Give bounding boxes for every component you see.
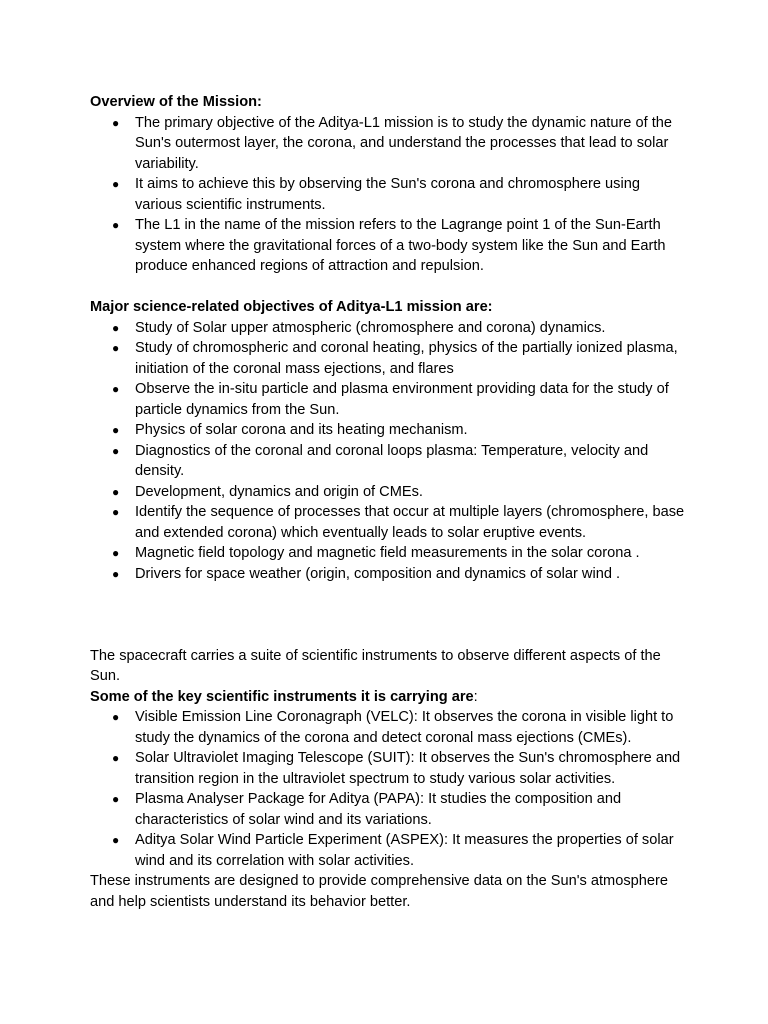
- bullet-icon: ●: [112, 443, 120, 458]
- list-item: [90, 543, 690, 564]
- list-item: [90, 379, 690, 420]
- list-item-text: Solar Ultraviolet Imaging Telescope (SUIT): It observes the Sun's chromosphere and transition region in the ultraviolet spectrum to study various solar activities.: [135, 750, 681, 787]
- instruments-closing: These instruments are designed to provide comprehensive data on the Sun's atmosphere and help scientists understand its behavior better.: [90, 873, 668, 910]
- spacer: [90, 584, 690, 646]
- instruments-heading: [90, 687, 690, 708]
- instruments-list: [90, 707, 690, 871]
- list-item-text: Magnetic field topology and magnetic field measurements in the solar corona .: [135, 545, 640, 561]
- document-page: [90, 92, 690, 912]
- instruments-heading-text: Some of the key scientific instruments it is carrying are: [90, 688, 474, 705]
- bullet-icon: ●: [112, 341, 120, 355]
- list-item: [90, 174, 690, 215]
- bullet-icon: ●: [112, 177, 120, 191]
- instruments-intro: The spacecraft carries a suite of scientific instruments to observe different aspects of the Sun.: [90, 647, 661, 684]
- list-item: [90, 748, 690, 789]
- list-item-text: Study of chromospheric and coronal heating, physics of the partially ionized plasma, initiation of the coronal mass ejections, and flares: [135, 340, 678, 377]
- list-item: [90, 318, 690, 339]
- list-item: [90, 707, 690, 748]
- bullet-icon: ●: [112, 115, 120, 130]
- bullet-icon: ●: [112, 833, 120, 847]
- list-item-text: The primary objective of the Aditya-L1 mission is to study the dynamic nature of the Sun's outermost layer, the corona, and understand the processes that lead to solar variability.: [135, 114, 672, 172]
- bullet-icon: ●: [112, 792, 120, 806]
- list-item: [90, 338, 690, 379]
- list-item: [90, 830, 690, 871]
- list-item-text: Plasma Analyser Package for Aditya (PAPA): It studies the composition and characteristics of solar wind and its variations.: [135, 791, 622, 828]
- instruments-heading-colon: :: [473, 688, 478, 705]
- list-item-text: It aims to achieve this by observing the Sun's corona and chromosphere using various scientific instruments.: [135, 176, 640, 213]
- list-item-text: Visible Emission Line Coronagraph (VELC): It observes the corona in visible light to study the dynamics of the corona and detect coronal mass ejections (CMEs).: [135, 709, 674, 746]
- list-item-text: Observe the in-situ particle and plasma environment providing data for the study of particle dynamics from the Sun.: [135, 381, 669, 418]
- list-item-text: Study of Solar upper atmospheric (chromosphere and corona) dynamics.: [135, 319, 606, 336]
- list-item: [90, 215, 690, 277]
- objectives-list: [90, 318, 690, 585]
- list-item-text: Drivers for space weather (origin, composition and dynamics of solar wind .: [135, 565, 621, 582]
- list-item-text: Identify the sequence of processes that occur at multiple layers (chromosphere, base and extended corona) which eventually leads to solar eruptive events.: [135, 504, 685, 541]
- list-item-text: Physics of solar corona and its heating mechanism.: [135, 422, 468, 438]
- list-item: [90, 441, 690, 482]
- list-item: [90, 502, 690, 543]
- objectives-heading: Major science-related objectives of Aditya-L1 mission are:: [90, 299, 493, 315]
- bullet-icon: ●: [112, 751, 120, 765]
- overview-list: [90, 113, 690, 277]
- list-item: [90, 564, 690, 585]
- bullet-icon: ●: [112, 320, 120, 335]
- bullet-icon: ●: [112, 505, 120, 519]
- list-item-text: Development, dynamics and origin of CMEs.: [135, 483, 423, 500]
- list-item: [90, 113, 690, 175]
- bullet-icon: ●: [112, 546, 120, 560]
- list-item-text: Diagnostics of the coronal and coronal loops plasma: Temperature, velocity and density.: [135, 442, 649, 479]
- overview-heading: Overview of the Mission:: [90, 94, 262, 110]
- bullet-icon: ●: [112, 382, 120, 396]
- list-item: [90, 789, 690, 830]
- bullet-icon: ●: [112, 484, 120, 499]
- list-item-text: Aditya Solar Wind Particle Experiment (ASPEX): It measures the properties of solar wind and its correlation with solar activities.: [135, 832, 674, 869]
- list-item: [90, 420, 690, 441]
- spacer: [90, 277, 690, 298]
- list-item-text: The L1 in the name of the mission refers to the Lagrange point 1 of the Sun-Earth system where the gravitational forces of a two-body system like the Sun and Earth produce enhanced regions of attraction and repulsion.: [135, 217, 666, 274]
- bullet-icon: ●: [112, 566, 120, 581]
- list-item: [90, 482, 690, 503]
- bullet-icon: ●: [112, 710, 120, 724]
- bullet-icon: ●: [112, 218, 120, 232]
- bullet-icon: ●: [112, 423, 120, 437]
